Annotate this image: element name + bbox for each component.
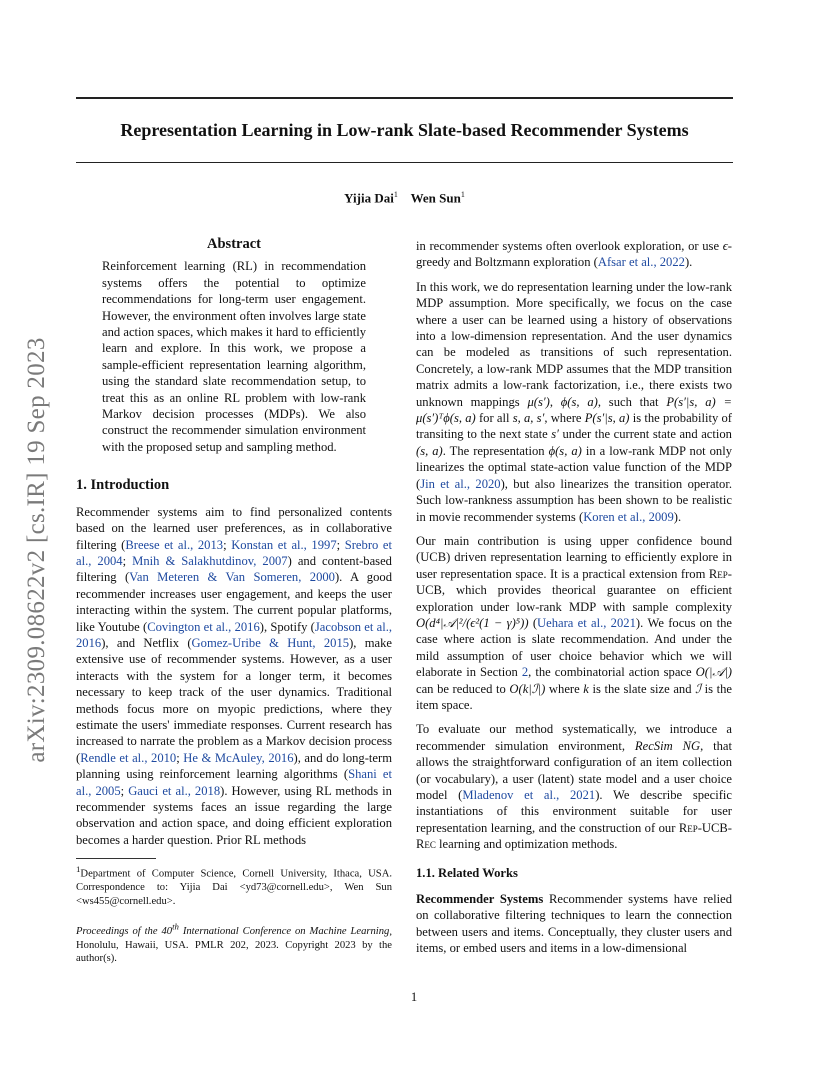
paragraph-run-in-heading: Recommender Systems (416, 892, 544, 907)
section-link[interactable]: 2 (521, 665, 529, 680)
proceedings-note: Proceedings of the 40th International Conference on Machine Learning, Honolulu, Hawaii, USA. PMLR 202, 2023. Copyright 2023 by the author(s). (76, 921, 392, 965)
citation-link[interactable]: Gomez-Uribe & Hunt, 2015 (191, 635, 350, 650)
arxiv-sidebar-stamp (22, 337, 52, 763)
citation-link[interactable]: Konstan et al., 1997 (231, 537, 337, 552)
citation-link[interactable]: Jacobson et al., 2016 (76, 619, 392, 650)
footnote-divider (76, 858, 156, 859)
citation-link[interactable]: Mladenov et al., 2021 (462, 788, 596, 802)
citation-link[interactable]: Van Meteren & Van Someren, 2000 (129, 570, 335, 585)
citation-link[interactable]: Covington et al., 2016 (147, 619, 260, 634)
left-column (76, 236, 392, 966)
page-number: 1 (410, 990, 418, 1004)
affiliation-mark: 1 (393, 190, 398, 199)
author-name: Yijia Dai (344, 190, 394, 206)
citation-link[interactable]: Breese et al., 2013 (125, 537, 224, 552)
abstract-heading: Abstract (207, 236, 261, 252)
abstract-text: Reinforcement learning (RL) in recommendation systems offers the potential to optimize recommendations for long-term user engagement. However, the environment often involves large state and action spaces, which makes it hard to efficiently learn and explore. In this work, we propose a sample-efficient representation learning algorithm, using the standard slate recommendation setup, to treat this as an online RL problem with low-rank Markov decision processes (MDPs). We also construct the recommender simulation environment with the proposed setup and sampling method. (102, 259, 366, 454)
related-works-heading: 1.1. Related Works (416, 865, 518, 880)
paper-title: Representation Learning in Low-rank Slate-based Recommender Systems (120, 120, 689, 140)
citation-link[interactable]: Gauci et al., 2018 (128, 783, 221, 798)
title-rule-bottom (76, 162, 733, 163)
citation-link[interactable]: Uehara et al., 2021 (537, 615, 636, 630)
introduction-paragraph: Recommender systems aim to find personalized contents based on the learned user preferences, as in collaborative filtering (Breese et al., 2013; Konstan et al., 1997; Srebro et al., 2004; Mnih & Salakhutdinov, 2007) and content-based filtering (Van Meteren & Van Someren, 2000). A good recommender increases user engagement, and keeps the user interacting within the system. The current popular platforms, like Youtube (Covington et al., 2016), Spotify (Jacobson et al., 2016), and Netflix (Gomez-Uribe & Hunt, 2015), make extensive use of recommender systems. However, as a user interacts with the system for a longer term, it becomes necessary to keep track of the user dynamics. Traditional methods focus more on myopic predictions, where they estimate the users' immediate responses. Current research has increased to narrate the problem as a Markov decision process (Rendle et al., 2010; He & McAuley, 2016), and do long-term planning using reinforcement learning algorithms (Shani et al., 2005; Gauci et al., 2018). However, using RL methods in recommender systems faces an issue regarding the large observation and action space, and doing efficient exploration becomes a harder question. Prior RL methods (76, 504, 392, 847)
citation-link[interactable]: Jin et al., 2020 (420, 476, 501, 491)
author-list (76, 190, 733, 206)
body-paragraph: Recommender Systems Recommender systems have relied on collaborative filtering techniques to learn the connection between users and items. Conceptually, they cluster users and items, or embed users and items in a low-dimensional (416, 892, 732, 956)
body-paragraph: in recommender systems often overlook exploration, or use ϵ-greedy and Boltzmann exploration (Afsar et al., 2022). (416, 239, 732, 270)
citation-link[interactable]: Shani et al., 2005 (76, 767, 392, 798)
affiliation-mark: 1 (460, 190, 465, 199)
body-paragraph: Our main contribution is using upper confidence bound (UCB) driven representation learning to efficiently explore in user representation space. It is a practical extension from Rep-UCB, which provides theorical guarantee on efficient exploration under low-rank MDP with sample complexity O(d⁴|𝒜|²/(ϵ²(1 − γ)⁵)) (Uehara et al., 2021). We focus on the case where action is slate recommendation. And under the mild assumption of user choice behavior which we will elaborate in Section 2, the combinatorial action space O(|𝒜|) can be reduced to O(k|ℐ|) where k is the slate size and ℐ is the item space. (416, 533, 733, 712)
author-name: Wen Sun (410, 190, 461, 206)
right-column (416, 238, 732, 965)
introduction-heading: 1. Introduction (76, 477, 170, 494)
body-paragraph: In this work, we do representation learning under the low-rank MDP assumption. More specifically, we focus on the case where a user can be learned using a history of observations into a low-dimension representation. And the user dynamics can be modeled as transitions of such representation. Concretely, a low-rank MDP assumes that the MDP transition matrix admits a low-rank factorization, i.e., there exists two unknown mappings μ(s′), ϕ(s, a), such that P(s′|s, a) = μ(s′)ᵀϕ(s, a) for all s, a, s′, where P(s′|s, a) is the probability of transiting to the next state s′ under the current state and action (s, a). The representation ϕ(s, a) in a low-rank MDP not only linearizes the optimal state-action value function of the MDP (Jin et al., 2020), but also linearizes the transition operator. Such low-rankness assumption has been shown to be realistic in movie recommender systems (Koren et al., 2009). (416, 279, 732, 524)
citation-link[interactable]: He & McAuley, 2016 (183, 750, 294, 765)
affiliation-footnote: $^1$Department of Computer Science, Cornell University, Ithaca, USA. Correspondence to: Yijia Dai <yd73@cornell.edu>, Wen Sun <ws455@cornell.edu>. (76, 864, 392, 907)
body-paragraph: To evaluate our method systematically, we introduce a recommender simulation environment, RecSim NG, that allows the straightforward configuration of an item collection (or vocabulary), a user (latent) state model and a user choice model (Mladenov et al., 2021). We describe specific instantiations of this environment suitable for user representation learning, and the construction of our Rep-UCB-Rec learning and optimization methods. (416, 722, 732, 852)
citation-link[interactable]: Srebro et al., 2004 (76, 537, 392, 568)
arxiv-identifier: arXiv:2309.08622v2 [cs.IR] 19 Sep 2023 (23, 337, 50, 763)
citation-link[interactable]: Mnih & Salakhutdinov, 2007 (132, 553, 288, 568)
citation-link[interactable]: Afsar et al., 2022 (597, 255, 685, 270)
title-rule-top (76, 97, 733, 99)
citation-link[interactable]: Rendle et al., 2010 (80, 750, 177, 765)
citation-link[interactable]: Koren et al., 2009 (583, 509, 674, 524)
